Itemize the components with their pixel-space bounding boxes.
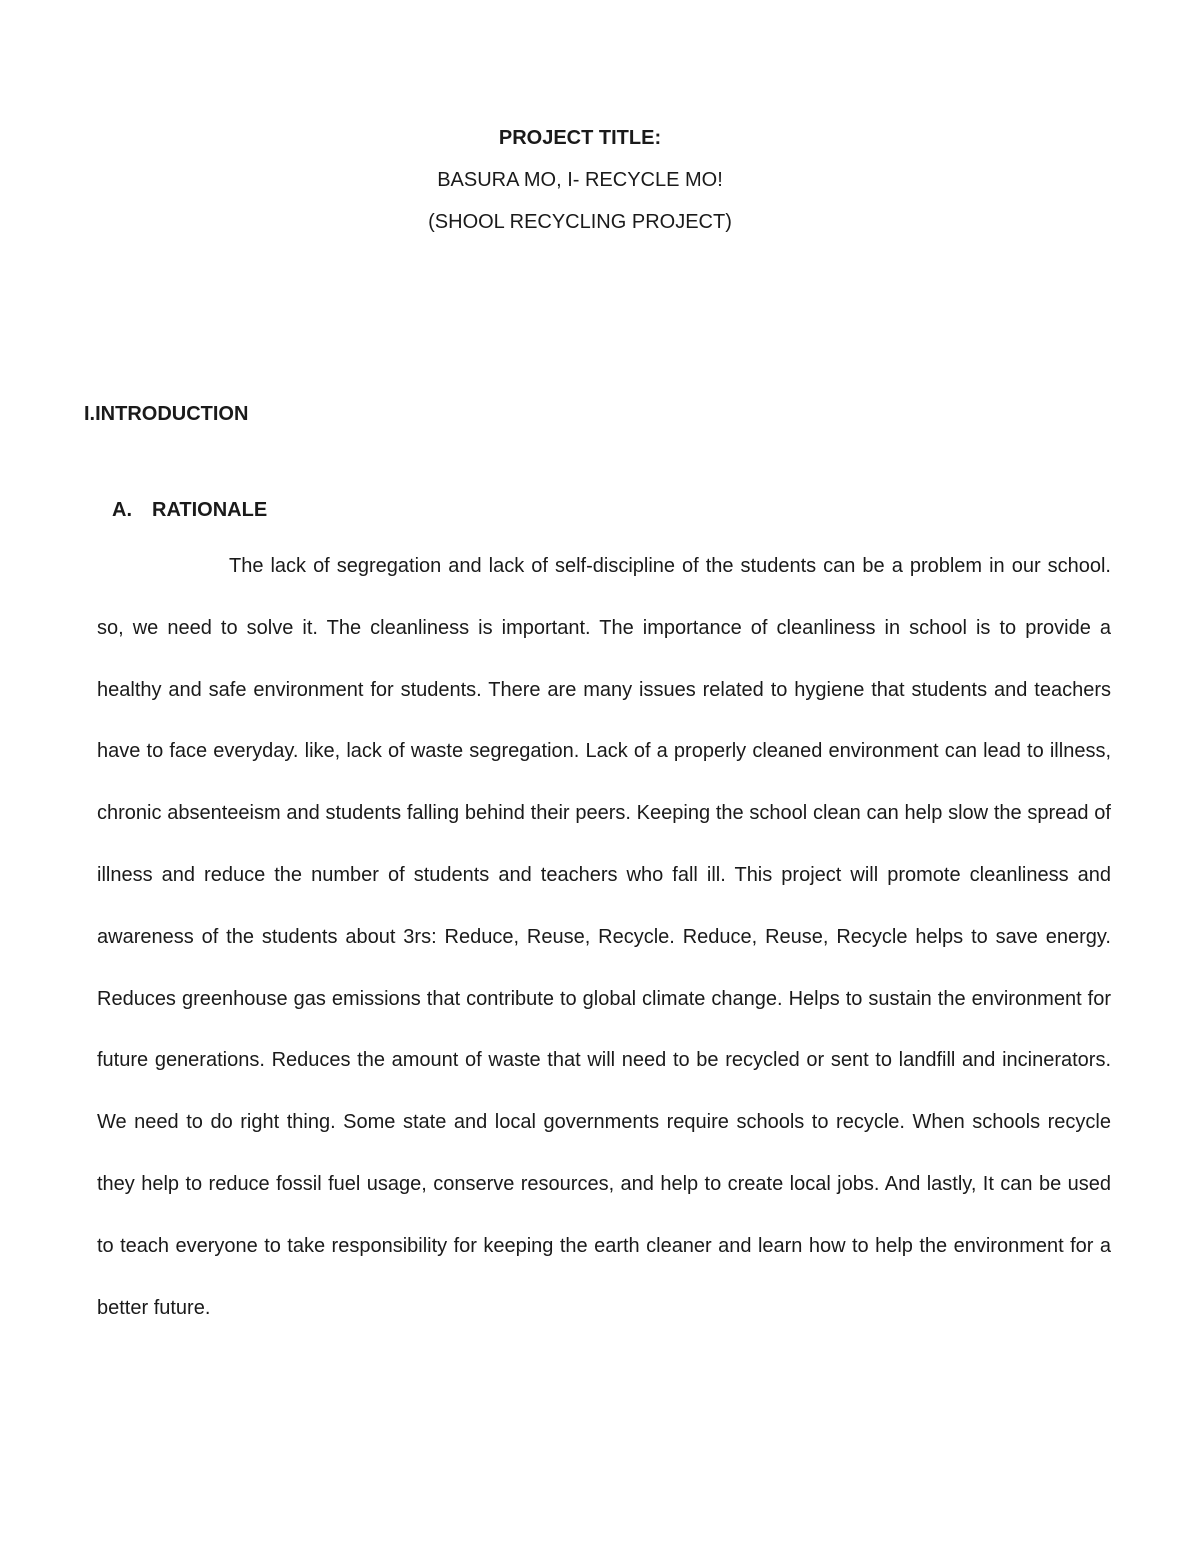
subsection-title: RATIONALE xyxy=(152,499,268,521)
title-block xyxy=(0,126,1160,252)
project-title-label: PROJECT TITLE: xyxy=(498,127,662,149)
rationale-paragraph: The lack of segregation and lack of self-discipline of the students can be a problem in our school. so, we need to solve it. The cleanliness is important. The importance of cleanliness in school is to provide a healthy and safe environment for students. There are many issues related to hygiene that students and teachers have to face everyday. like, lack of waste segregation. Lack of a properly cleaned environment can lead to illness, chronic absenteeism and students falling behind their peers. Keeping the school clean can help slow the spread of illness and reduce the number of students and teachers who fall ill. This project will promote cleanliness and awareness of the students about 3rs: Reduce, Reuse, Recycle. Reduce, Reuse, Recycle helps to save energy. Reduces greenhouse gas emissions that contribute to global climate change. Helps to sustain the environment for future generations. Reduces the amount of waste that will need to be recycled or sent to landfill and incinerators. We need to do right thing. Some state and local governments require schools to recycle. When schools recycle they help to reduce fossil fuel usage, conserve resources, and help to create local jobs. And lastly, It can be used to teach everyone to take responsibility for keeping the earth cleaner and learn how to help the environment for a better future. xyxy=(97,555,1111,1319)
section-heading-introduction: I.INTRODUCTION xyxy=(84,403,249,425)
subsection-heading-rationale xyxy=(112,498,267,522)
project-title-subtitle: (SHOOL RECYCLING PROJECT) xyxy=(428,211,732,233)
project-title-name: BASURA MO, I- RECYCLE MO! xyxy=(437,169,723,191)
subsection-letter: A. xyxy=(112,499,132,521)
